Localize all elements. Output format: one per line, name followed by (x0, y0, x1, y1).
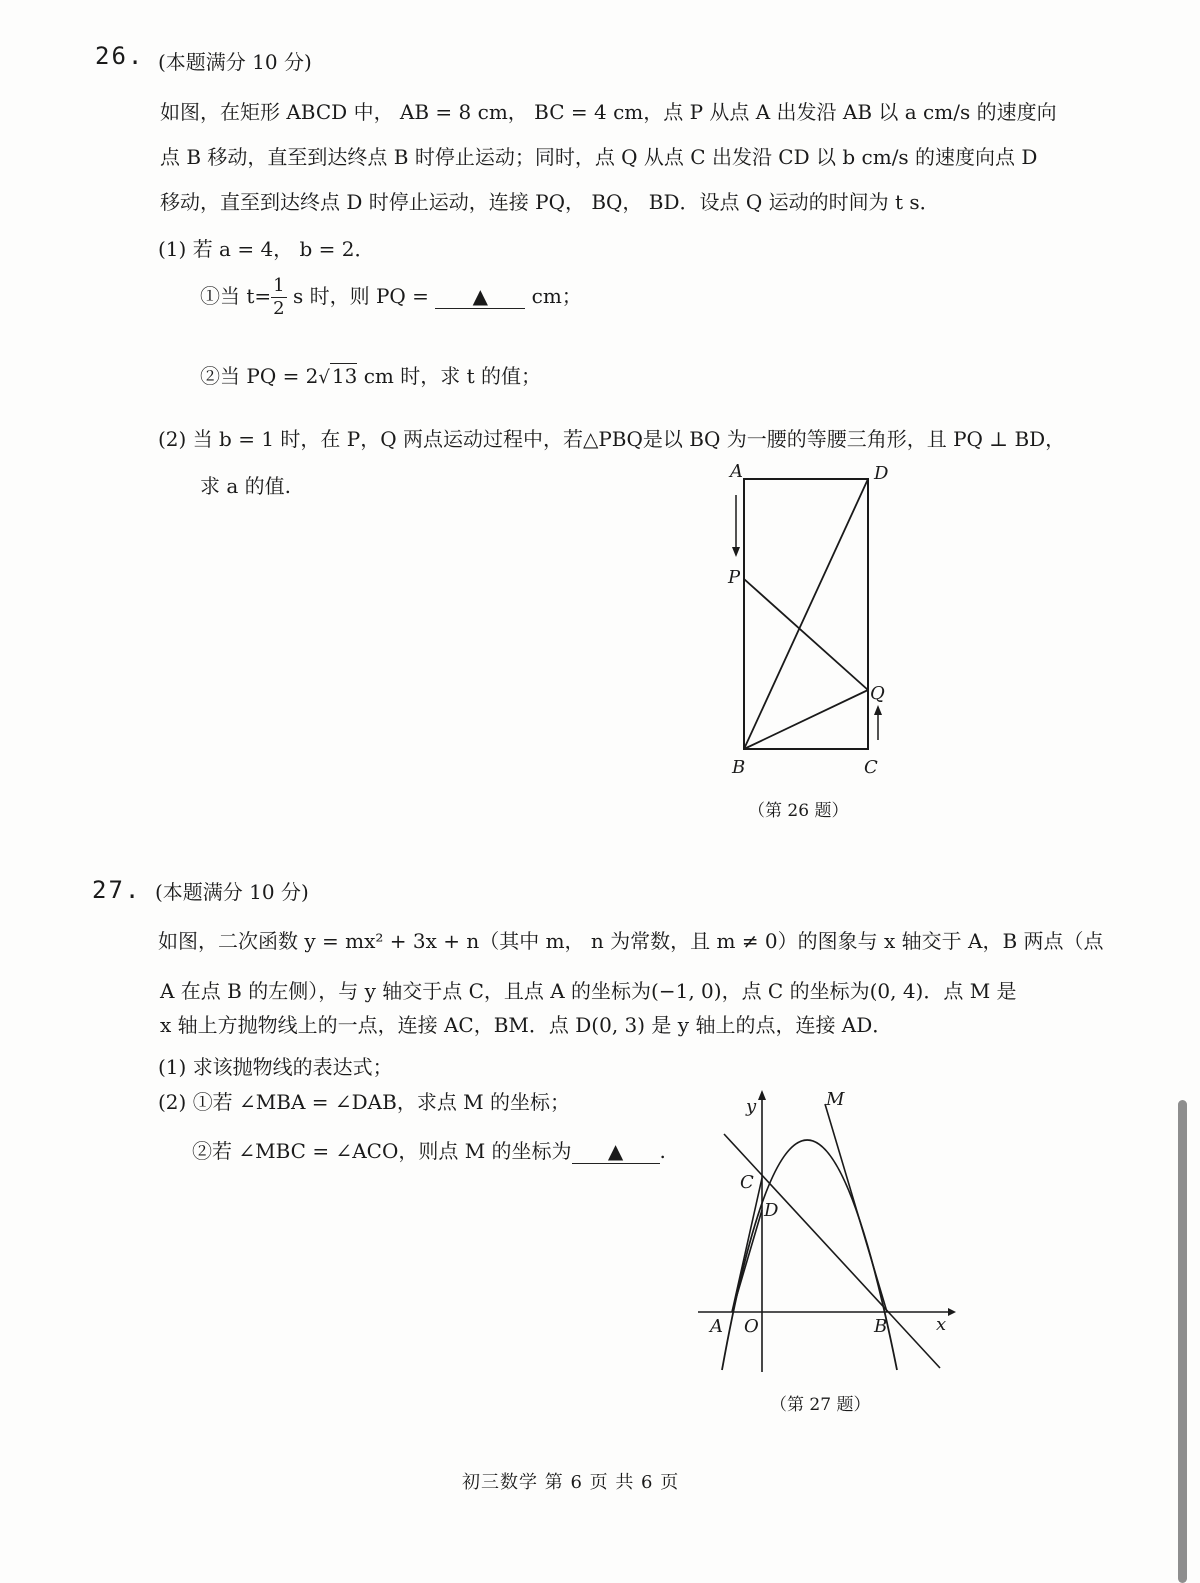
q26-part1-2 (200, 360, 541, 389)
label-m: M (826, 1089, 845, 1110)
q27-number: 27. (92, 876, 142, 904)
segment-bm (825, 1104, 887, 1312)
q27-part2-2-prefix: ②若 ∠MBC = ∠ACO，则点 M 的坐标为 (192, 1139, 572, 1163)
page-footer: 初三数学 第 6 页 共 6 页 (462, 1472, 680, 1493)
q26-part1-2-prefix: ②当 PQ = 2 (200, 364, 319, 388)
q27-part1: (1) 求该抛物线的表达式； (158, 1055, 393, 1079)
q26-part1-1 (200, 275, 582, 320)
q26-part1-1-fraction (271, 275, 286, 320)
x-axis-arrow-icon (948, 1308, 956, 1316)
label-y: y (746, 1096, 757, 1117)
label-c: C (740, 1172, 754, 1193)
label-d: D (874, 463, 889, 484)
sqrt-radicand: 13 (331, 364, 358, 388)
q27-text-line2: A 在点 B 的左侧），与 y 轴交于点 C，且点 A 的坐标为(−1, 0)，点 C 的坐标为(0, 4)．点 M 是 (160, 979, 1017, 1003)
label-d: D (764, 1200, 779, 1221)
q26-header: (本题满分 10 分) (158, 50, 312, 74)
label-o: O (744, 1316, 759, 1337)
vertical-scrollbar[interactable] (1178, 1100, 1187, 1583)
answer-blank[interactable]: ▲ (572, 1139, 660, 1164)
answer-blank[interactable]: ▲ (435, 284, 525, 309)
q26-text-line1: 如图，在矩形 ABCD 中， AB = 8 cm， BC = 4 cm，点 P 从点 A 出发沿 AB 以 a cm/s 的速度向 (160, 100, 1057, 124)
label-b: B (874, 1316, 888, 1337)
q27-text-line3: x 轴上方抛物线上的一点，连接 AC，BM．点 D(0, 3) 是 y 轴上的点，连接 AD． (160, 1013, 893, 1037)
q27-header: (本题满分 10 分) (155, 880, 309, 904)
q26-part1: (1) 若 a = 4， b = 2． (158, 237, 375, 261)
label-x: x (936, 1314, 947, 1335)
label-p: P (728, 567, 741, 588)
label-q: Q (870, 683, 885, 704)
segment-ad (732, 1210, 762, 1312)
fraction-numerator: 1 (273, 275, 285, 296)
q26-part1-1-prefix: ①当 t= (200, 284, 272, 308)
arrow-q-up-head-icon (874, 705, 882, 715)
label-a: A (710, 1316, 723, 1337)
q26-text-line3: 移动，直至到达终点 D 时停止运动，连接 PQ， BQ， BD．设点 Q 运动的时间为 t s． (160, 190, 940, 214)
q27-part2-2 (192, 1135, 666, 1164)
figure-26-caption: （第 26 题） (748, 801, 849, 821)
q26-part2-line1: (2) 当 b = 1 时，在 P，Q 两点运动过程中，若△PBQ是以 BQ 为一腰的等腰三角形，且 PQ ⊥ BD， (158, 427, 1066, 451)
figure-26 (720, 455, 900, 785)
fraction-denominator: 2 (273, 298, 285, 319)
segment-pq (744, 579, 868, 690)
figure-27-caption: （第 27 题） (770, 1395, 871, 1415)
segment-bq (744, 690, 868, 749)
arrow-p-down-head-icon (732, 547, 740, 557)
label-a: A (730, 461, 743, 482)
segment-bd (744, 479, 868, 749)
q27-part2-1: (2) ①若 ∠MBA = ∠DAB，求点 M 的坐标； (158, 1090, 571, 1114)
label-b: B (732, 757, 746, 778)
y-axis-arrow-icon (758, 1090, 766, 1100)
figure-27 (690, 1080, 960, 1380)
label-c: C (864, 757, 878, 778)
q27-part2-2-suffix: . (659, 1139, 666, 1163)
q26-number: 26. (95, 42, 145, 70)
q26-part2-line2: 求 a 的值. (200, 474, 291, 498)
q26-part1-2-suffix: cm 时，求 t 的值； (357, 364, 541, 388)
q26-part1-1-suffix: cm； (531, 284, 582, 308)
q26-text-line2: 点 B 移动，直至到达终点 B 时停止运动；同时，点 Q 从点 C 出发沿 CD 以 b cm/s 的速度向点 D (160, 145, 1038, 169)
q27-text-line1: 如图，二次函数 y = mx² + 3x + n（其中 m， n 为常数，且 m ≠ 0）的图象与 x 轴交于 A，B 两点（点 (158, 929, 1104, 953)
q26-part1-1-mid: s 时，则 PQ = (286, 284, 429, 308)
sqrt-sign: √ (318, 367, 330, 388)
segment-ac (732, 1178, 762, 1312)
